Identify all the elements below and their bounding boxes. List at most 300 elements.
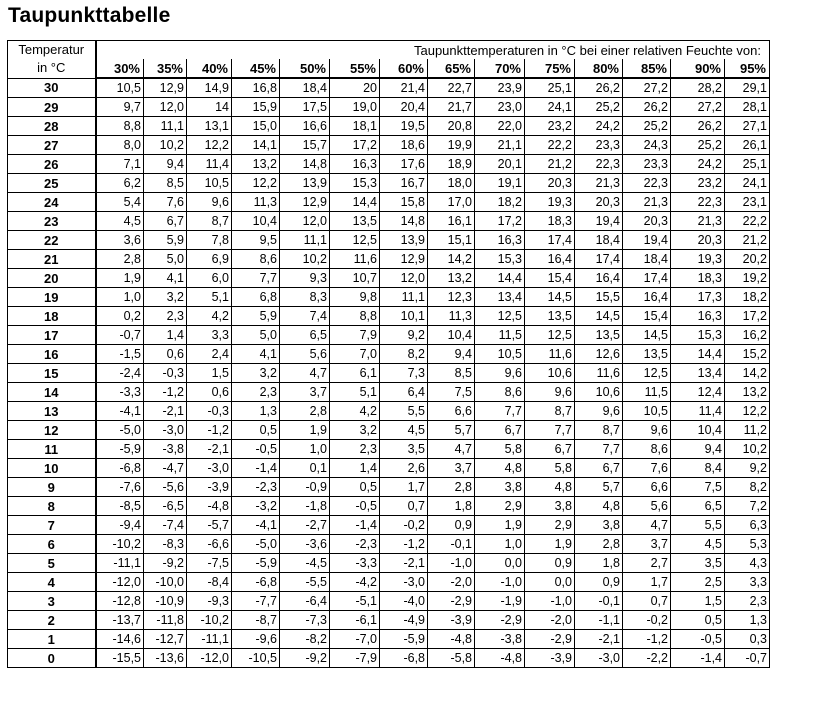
dewpoint-cell: -2,0	[525, 611, 575, 630]
dewpoint-cell: -15,5	[96, 649, 144, 668]
dewpoint-cell: 7,8	[187, 231, 232, 250]
dewpoint-cell: -8,4	[187, 573, 232, 592]
dewpoint-cell: 11,4	[187, 155, 232, 174]
dewpoint-cell: 4,3	[725, 554, 770, 573]
dewpoint-cell: 24,1	[525, 98, 575, 117]
dewpoint-cell: 8,6	[475, 383, 525, 402]
temperature-header-line1: Temperatur	[18, 42, 85, 57]
dewpoint-cell: 18,2	[475, 193, 525, 212]
dewpoint-cell: -4,8	[187, 497, 232, 516]
dewpoint-cell: 22,7	[428, 78, 475, 98]
dewpoint-cell: 3,8	[575, 516, 623, 535]
dewpoint-cell: 6,0	[187, 269, 232, 288]
temperature-cell: 13	[8, 402, 96, 421]
dewpoint-cell: 1,3	[725, 611, 770, 630]
dewpoint-cell: -0,1	[428, 535, 475, 554]
dewpoint-cell: 10,1	[380, 307, 428, 326]
dewpoint-cell: -12,7	[144, 630, 187, 649]
dewpoint-cell: 14	[187, 98, 232, 117]
dewpoint-cell: 15,0	[232, 117, 280, 136]
dewpoint-cell: 2,8	[280, 402, 330, 421]
dewpoint-cell: 21,1	[475, 136, 525, 155]
dewpoint-cell: 14,8	[380, 212, 428, 231]
dewpoint-cell: 9,2	[725, 459, 770, 478]
dewpoint-cell: 18,2	[725, 288, 770, 307]
dewpoint-cell: 18,4	[623, 250, 671, 269]
dewpoint-cell: 18,4	[280, 78, 330, 98]
dewpoint-cell: 2,9	[525, 516, 575, 535]
dewpoint-cell: 14,2	[725, 364, 770, 383]
dewpoint-cell: 20	[330, 78, 380, 98]
dewpoint-cell: 1,9	[525, 535, 575, 554]
dewpoint-cell: 13,2	[725, 383, 770, 402]
dewpoint-cell: 3,7	[623, 535, 671, 554]
table-row	[8, 459, 770, 478]
dewpoint-cell: -1,8	[280, 497, 330, 516]
table-row	[8, 421, 770, 440]
table-row	[8, 326, 770, 345]
dewpoint-cell: 15,3	[475, 250, 525, 269]
dewpoint-cell: 14,1	[232, 136, 280, 155]
table-row	[8, 193, 770, 212]
dewpoint-cell: 14,5	[525, 288, 575, 307]
dewpoint-cell: 27,2	[671, 98, 725, 117]
dewpoint-cell: 14,4	[330, 193, 380, 212]
dewpoint-cell: 1,7	[380, 478, 428, 497]
table-row	[8, 535, 770, 554]
dewpoint-cell: 11,3	[232, 193, 280, 212]
dewpoint-cell: 8,2	[725, 478, 770, 497]
page-title: Taupunkttabelle	[8, 4, 171, 27]
dewpoint-cell: -1,5	[96, 345, 144, 364]
table-row	[8, 155, 770, 174]
dewpoint-cell: 26,2	[671, 117, 725, 136]
dewpoint-cell: -6,5	[144, 497, 187, 516]
dewpoint-cell: 21,7	[428, 98, 475, 117]
dewpoint-cell: 16,7	[380, 174, 428, 193]
dewpoint-cell: 9,7	[96, 98, 144, 117]
dewpoint-cell: 10,5	[187, 174, 232, 193]
dewpoint-cell: 6,8	[232, 288, 280, 307]
dewpoint-cell: 15,4	[623, 307, 671, 326]
dewpoint-cell: 0,2	[96, 307, 144, 326]
dewpoint-cell: -3,6	[280, 535, 330, 554]
dewpoint-cell: 13,4	[475, 288, 525, 307]
humidity-header-65: 65%	[428, 59, 475, 78]
dewpoint-cell: -1,4	[330, 516, 380, 535]
dewpoint-cell: 4,5	[671, 535, 725, 554]
dewpoint-cell: 17,2	[475, 212, 525, 231]
dewpoint-cell: 16,4	[525, 250, 575, 269]
dewpoint-cell: 20,3	[575, 193, 623, 212]
dewpoint-cell: 4,8	[525, 478, 575, 497]
dewpoint-cell: 0,9	[525, 554, 575, 573]
dewpoint-cell: 25,2	[575, 98, 623, 117]
humidity-header-30: 30%	[96, 59, 144, 78]
dewpoint-cell: 0,5	[232, 421, 280, 440]
dewpoint-cell: 15,3	[330, 174, 380, 193]
dewpoint-cell: 7,5	[428, 383, 475, 402]
dewpoint-cell: -9,2	[144, 554, 187, 573]
dewpoint-cell: 22,3	[623, 174, 671, 193]
dewpoint-cell: -7,9	[330, 649, 380, 668]
dewpoint-cell: -0,7	[96, 326, 144, 345]
dewpoint-cell: 1,7	[623, 573, 671, 592]
dewpoint-cell: 9,4	[428, 345, 475, 364]
dewpoint-cell: 8,6	[623, 440, 671, 459]
dewpoint-cell: 22,0	[475, 117, 525, 136]
dewpoint-cell: -4,2	[330, 573, 380, 592]
dewpoint-cell: -6,8	[232, 573, 280, 592]
dewpoint-cell: -3,0	[380, 573, 428, 592]
temperature-cell: 10	[8, 459, 96, 478]
dewpoint-cell: -2,1	[187, 440, 232, 459]
temperature-cell: 5	[8, 554, 96, 573]
dewpoint-cell: -3,2	[232, 497, 280, 516]
dewpoint-cell: 2,7	[623, 554, 671, 573]
dewpoint-cell: -11,8	[144, 611, 187, 630]
dewpoint-cell: 4,2	[187, 307, 232, 326]
dewpoint-cell: -4,5	[280, 554, 330, 573]
dewpoint-cell: -0,2	[623, 611, 671, 630]
temperature-cell: 14	[8, 383, 96, 402]
dewpoint-cell: 19,1	[475, 174, 525, 193]
dewpoint-cell: 3,8	[475, 478, 525, 497]
dewpoint-cell: 0,6	[144, 345, 187, 364]
dewpoint-cell: -12,8	[96, 592, 144, 611]
dewpoint-cell: 20,2	[725, 250, 770, 269]
humidity-header-85: 85%	[623, 59, 671, 78]
table-row	[8, 212, 770, 231]
table-row	[8, 516, 770, 535]
dewpoint-cell: -5,0	[96, 421, 144, 440]
dewpoint-cell: 2,3	[232, 383, 280, 402]
dewpoint-cell: 3,2	[330, 421, 380, 440]
dewpoint-cell: 15,3	[671, 326, 725, 345]
dewpoint-cell: 8,3	[280, 288, 330, 307]
dewpoint-cell: 11,1	[144, 117, 187, 136]
dewpoint-cell: 6,7	[525, 440, 575, 459]
dewpoint-cell: -11,1	[187, 630, 232, 649]
dewpoint-cell: 10,6	[525, 364, 575, 383]
dewpoint-cell: 25,1	[725, 155, 770, 174]
dewpoint-cell: 5,8	[525, 459, 575, 478]
dewpoint-cell: -2,3	[330, 535, 380, 554]
dewpoint-cell: -3,9	[525, 649, 575, 668]
temperature-cell: 26	[8, 155, 96, 174]
dewpoint-cell: 12,2	[232, 174, 280, 193]
dewpoint-cell: 1,0	[96, 288, 144, 307]
humidity-header-80: 80%	[575, 59, 623, 78]
dewpoint-cell: 12,9	[144, 78, 187, 98]
dewpoint-cell: 10,2	[144, 136, 187, 155]
temperature-cell: 2	[8, 611, 96, 630]
dewpoint-cell: 1,5	[187, 364, 232, 383]
dewpoint-cell: 13,1	[187, 117, 232, 136]
dewpoint-cell: 16,2	[725, 326, 770, 345]
dewpoint-cell: -4,0	[380, 592, 428, 611]
dewpoint-cell: 4,7	[623, 516, 671, 535]
dewpoint-cell: 18,6	[380, 136, 428, 155]
dewpoint-cell: -2,1	[380, 554, 428, 573]
dewpoint-cell: 11,3	[428, 307, 475, 326]
dewpoint-cell: 13,5	[525, 307, 575, 326]
dewpoint-cell: 17,4	[575, 250, 623, 269]
dewpoint-cell: 21,3	[671, 212, 725, 231]
dewpoint-cell: 7,7	[232, 269, 280, 288]
dewpoint-cell: -13,7	[96, 611, 144, 630]
dewpoint-cell: 6,1	[330, 364, 380, 383]
dewpoint-cell: 19,9	[428, 136, 475, 155]
dewpoint-cell: 2,8	[96, 250, 144, 269]
dewpoint-cell: 3,5	[671, 554, 725, 573]
table-row	[8, 307, 770, 326]
dewpoint-cell: 7,7	[475, 402, 525, 421]
dewpoint-cell: 3,5	[380, 440, 428, 459]
dewpoint-cell: 12,0	[280, 212, 330, 231]
dewpoint-cell: 2,8	[575, 535, 623, 554]
dewpoint-cell: 24,3	[623, 136, 671, 155]
dewpoint-cell: 3,3	[725, 573, 770, 592]
dewpoint-cell: 18,3	[671, 269, 725, 288]
dewpoint-cell: 18,9	[428, 155, 475, 174]
dewpoint-cell: -3,0	[144, 421, 187, 440]
dewpoint-cell: 6,5	[671, 497, 725, 516]
dewpoint-cell: -5,9	[232, 554, 280, 573]
dewpoint-cell: 5,5	[380, 402, 428, 421]
dewpoint-cell: 3,2	[144, 288, 187, 307]
table-body	[8, 78, 770, 668]
dewpoint-cell: 17,6	[380, 155, 428, 174]
temperature-cell: 8	[8, 497, 96, 516]
dewpoint-cell: 8,0	[96, 136, 144, 155]
dewpoint-cell: 4,5	[380, 421, 428, 440]
dewpoint-cell: 7,4	[280, 307, 330, 326]
dewpoint-cell: 23,2	[671, 174, 725, 193]
dewpoint-cell: 5,1	[187, 288, 232, 307]
table-row	[8, 269, 770, 288]
dewpoint-cell: 14,2	[428, 250, 475, 269]
dewpoint-cell: 11,1	[280, 231, 330, 250]
dewpoint-cell: 0,6	[187, 383, 232, 402]
dewpoint-cell: 4,1	[232, 345, 280, 364]
dewpoint-cell: 1,9	[280, 421, 330, 440]
dewpoint-cell: 1,3	[232, 402, 280, 421]
dewpoint-cell: 22,3	[575, 155, 623, 174]
dewpoint-cell: -0,5	[671, 630, 725, 649]
temperature-cell: 21	[8, 250, 96, 269]
dewpoint-cell: -8,7	[232, 611, 280, 630]
dewpoint-cell: -5,6	[144, 478, 187, 497]
dewpoint-cell: 12,2	[725, 402, 770, 421]
dewpoint-cell: 10,5	[96, 78, 144, 98]
table-row	[8, 117, 770, 136]
dewpoint-cell: -5,8	[428, 649, 475, 668]
dewpoint-cell: 20,8	[428, 117, 475, 136]
humidity-header-60: 60%	[380, 59, 428, 78]
table-row	[8, 592, 770, 611]
dewpoint-cell: 17,5	[280, 98, 330, 117]
dewpoint-cell: 23,0	[475, 98, 525, 117]
dewpoint-cell: 23,9	[475, 78, 525, 98]
dewpoint-cell: 13,5	[575, 326, 623, 345]
dewpoint-cell: 9,4	[671, 440, 725, 459]
dewpoint-cell: 8,7	[575, 421, 623, 440]
dewpoint-cell: 20,1	[475, 155, 525, 174]
temperature-cell: 6	[8, 535, 96, 554]
dewpoint-cell: 2,3	[725, 592, 770, 611]
dewpoint-cell: 2,3	[144, 307, 187, 326]
dewpoint-cell: 27,2	[623, 78, 671, 98]
dewpoint-cell: 0,5	[671, 611, 725, 630]
humidity-header-75: 75%	[525, 59, 575, 78]
dewpoint-cell: 9,8	[330, 288, 380, 307]
dewpoint-cell: 7,5	[671, 478, 725, 497]
temperature-cell: 29	[8, 98, 96, 117]
dewpoint-cell: 4,8	[475, 459, 525, 478]
dewpoint-cell: 6,2	[96, 174, 144, 193]
dewpoint-cell: -4,1	[232, 516, 280, 535]
dewpoint-cell: 12,3	[428, 288, 475, 307]
humidity-header-35: 35%	[144, 59, 187, 78]
dewpoint-cell: -9,3	[187, 592, 232, 611]
table-row	[8, 573, 770, 592]
table-row	[8, 364, 770, 383]
temperature-column-header	[8, 41, 96, 79]
temperature-cell: 18	[8, 307, 96, 326]
dewpoint-cell: -3,0	[187, 459, 232, 478]
dewpoint-cell: 9,6	[475, 364, 525, 383]
dewpoint-cell: 4,2	[330, 402, 380, 421]
dewpoint-cell: 8,6	[232, 250, 280, 269]
temperature-cell: 22	[8, 231, 96, 250]
dewpoint-cell: -12,0	[96, 573, 144, 592]
dewpoint-cell: 23,3	[575, 136, 623, 155]
dewpoint-cell: -4,8	[428, 630, 475, 649]
dewpoint-cell: 5,7	[428, 421, 475, 440]
table-row	[8, 554, 770, 573]
temperature-cell: 28	[8, 117, 96, 136]
dewpoint-cell: -3,0	[575, 649, 623, 668]
dewpoint-cell: 14,8	[280, 155, 330, 174]
dewpoint-cell: 15,9	[232, 98, 280, 117]
dewpoint-cell: 19,2	[725, 269, 770, 288]
dewpoint-cell: 8,8	[330, 307, 380, 326]
dewpoint-cell: 10,4	[428, 326, 475, 345]
dewpoint-cell: 0,9	[575, 573, 623, 592]
dewpoint-cell: -1,0	[475, 573, 525, 592]
dewpoint-cell: -11,1	[96, 554, 144, 573]
dewpoint-cell: 7,2	[725, 497, 770, 516]
dewpoint-cell: 2,3	[330, 440, 380, 459]
table-row	[8, 250, 770, 269]
dewpoint-cell: 1,9	[96, 269, 144, 288]
dewpoint-cell: -5,9	[380, 630, 428, 649]
temperature-cell: 3	[8, 592, 96, 611]
dewpoint-cell: 1,0	[280, 440, 330, 459]
temperature-cell: 23	[8, 212, 96, 231]
temperature-cell: 27	[8, 136, 96, 155]
dewpoint-cell: 17,0	[428, 193, 475, 212]
dewpoint-cell: 9,6	[575, 402, 623, 421]
dewpoint-cell: 13,5	[623, 345, 671, 364]
dewpoint-cell: 8,8	[96, 117, 144, 136]
dewpoint-cell: 9,6	[525, 383, 575, 402]
dewpoint-cell: 6,7	[475, 421, 525, 440]
dewpoint-cell: 5,8	[475, 440, 525, 459]
dewpoint-cell: 25,1	[525, 78, 575, 98]
dewpoint-cell: 21,2	[725, 231, 770, 250]
dewpoint-cell: 9,5	[232, 231, 280, 250]
dewpoint-cell: 18,1	[330, 117, 380, 136]
dewpoint-cell: -2,0	[428, 573, 475, 592]
dewpoint-cell: 6,7	[575, 459, 623, 478]
dewpoint-cell: 7,9	[330, 326, 380, 345]
dewpoint-cell: 12,6	[575, 345, 623, 364]
dewpoint-cell: 11,6	[525, 345, 575, 364]
dewpoint-cell: 22,3	[671, 193, 725, 212]
dewpoint-cell: 24,2	[671, 155, 725, 174]
dewpoint-cell: 25,2	[671, 136, 725, 155]
dewpoint-cell: 10,2	[280, 250, 330, 269]
humidity-header-55: 55%	[330, 59, 380, 78]
dewpoint-cell: 6,3	[725, 516, 770, 535]
dewpoint-cell: 14,5	[623, 326, 671, 345]
dewpoint-cell: -1,2	[623, 630, 671, 649]
dewpoint-cell: 19,4	[623, 231, 671, 250]
dewpoint-cell: 15,7	[280, 136, 330, 155]
dewpoint-cell: 12,5	[623, 364, 671, 383]
dewpoint-cell: 4,7	[280, 364, 330, 383]
dewpoint-table-container	[7, 40, 770, 668]
dewpoint-cell: 14,4	[671, 345, 725, 364]
dewpoint-cell: 2,5	[671, 573, 725, 592]
dewpoint-cell: 12,0	[144, 98, 187, 117]
dewpoint-cell: 6,6	[623, 478, 671, 497]
dewpoint-cell: -9,2	[280, 649, 330, 668]
dewpoint-cell: -5,7	[187, 516, 232, 535]
dewpoint-cell: 16,3	[475, 231, 525, 250]
dewpoint-cell: 9,6	[187, 193, 232, 212]
dewpoint-cell: 16,1	[428, 212, 475, 231]
temperature-cell: 1	[8, 630, 96, 649]
dewpoint-cell: 12,2	[187, 136, 232, 155]
dewpoint-cell: 5,1	[330, 383, 380, 402]
dewpoint-cell: 2,8	[428, 478, 475, 497]
table-row	[8, 383, 770, 402]
dewpoint-cell: 11,6	[330, 250, 380, 269]
header-row-humidity	[8, 59, 770, 78]
dewpoint-cell: 5,4	[96, 193, 144, 212]
dewpoint-cell: -0,2	[380, 516, 428, 535]
dewpoint-cell: 9,6	[623, 421, 671, 440]
dewpoint-cell: 1,8	[428, 497, 475, 516]
dewpoint-cell: 13,9	[280, 174, 330, 193]
dewpoint-cell: 28,2	[671, 78, 725, 98]
dewpoint-cell: 12,0	[380, 269, 428, 288]
dewpoint-cell: -9,4	[96, 516, 144, 535]
dewpoint-cell: 22,2	[525, 136, 575, 155]
dewpoint-cell: 8,5	[144, 174, 187, 193]
dewpoint-cell: 7,7	[525, 421, 575, 440]
dewpoint-cell: 12,9	[280, 193, 330, 212]
dewpoint-cell: -3,8	[144, 440, 187, 459]
dewpoint-cell: 5,7	[575, 478, 623, 497]
dewpoint-cell: 0,9	[428, 516, 475, 535]
dewpoint-cell: 12,5	[330, 231, 380, 250]
dewpoint-cell: 10,5	[475, 345, 525, 364]
dewpoint-cell: 4,8	[575, 497, 623, 516]
